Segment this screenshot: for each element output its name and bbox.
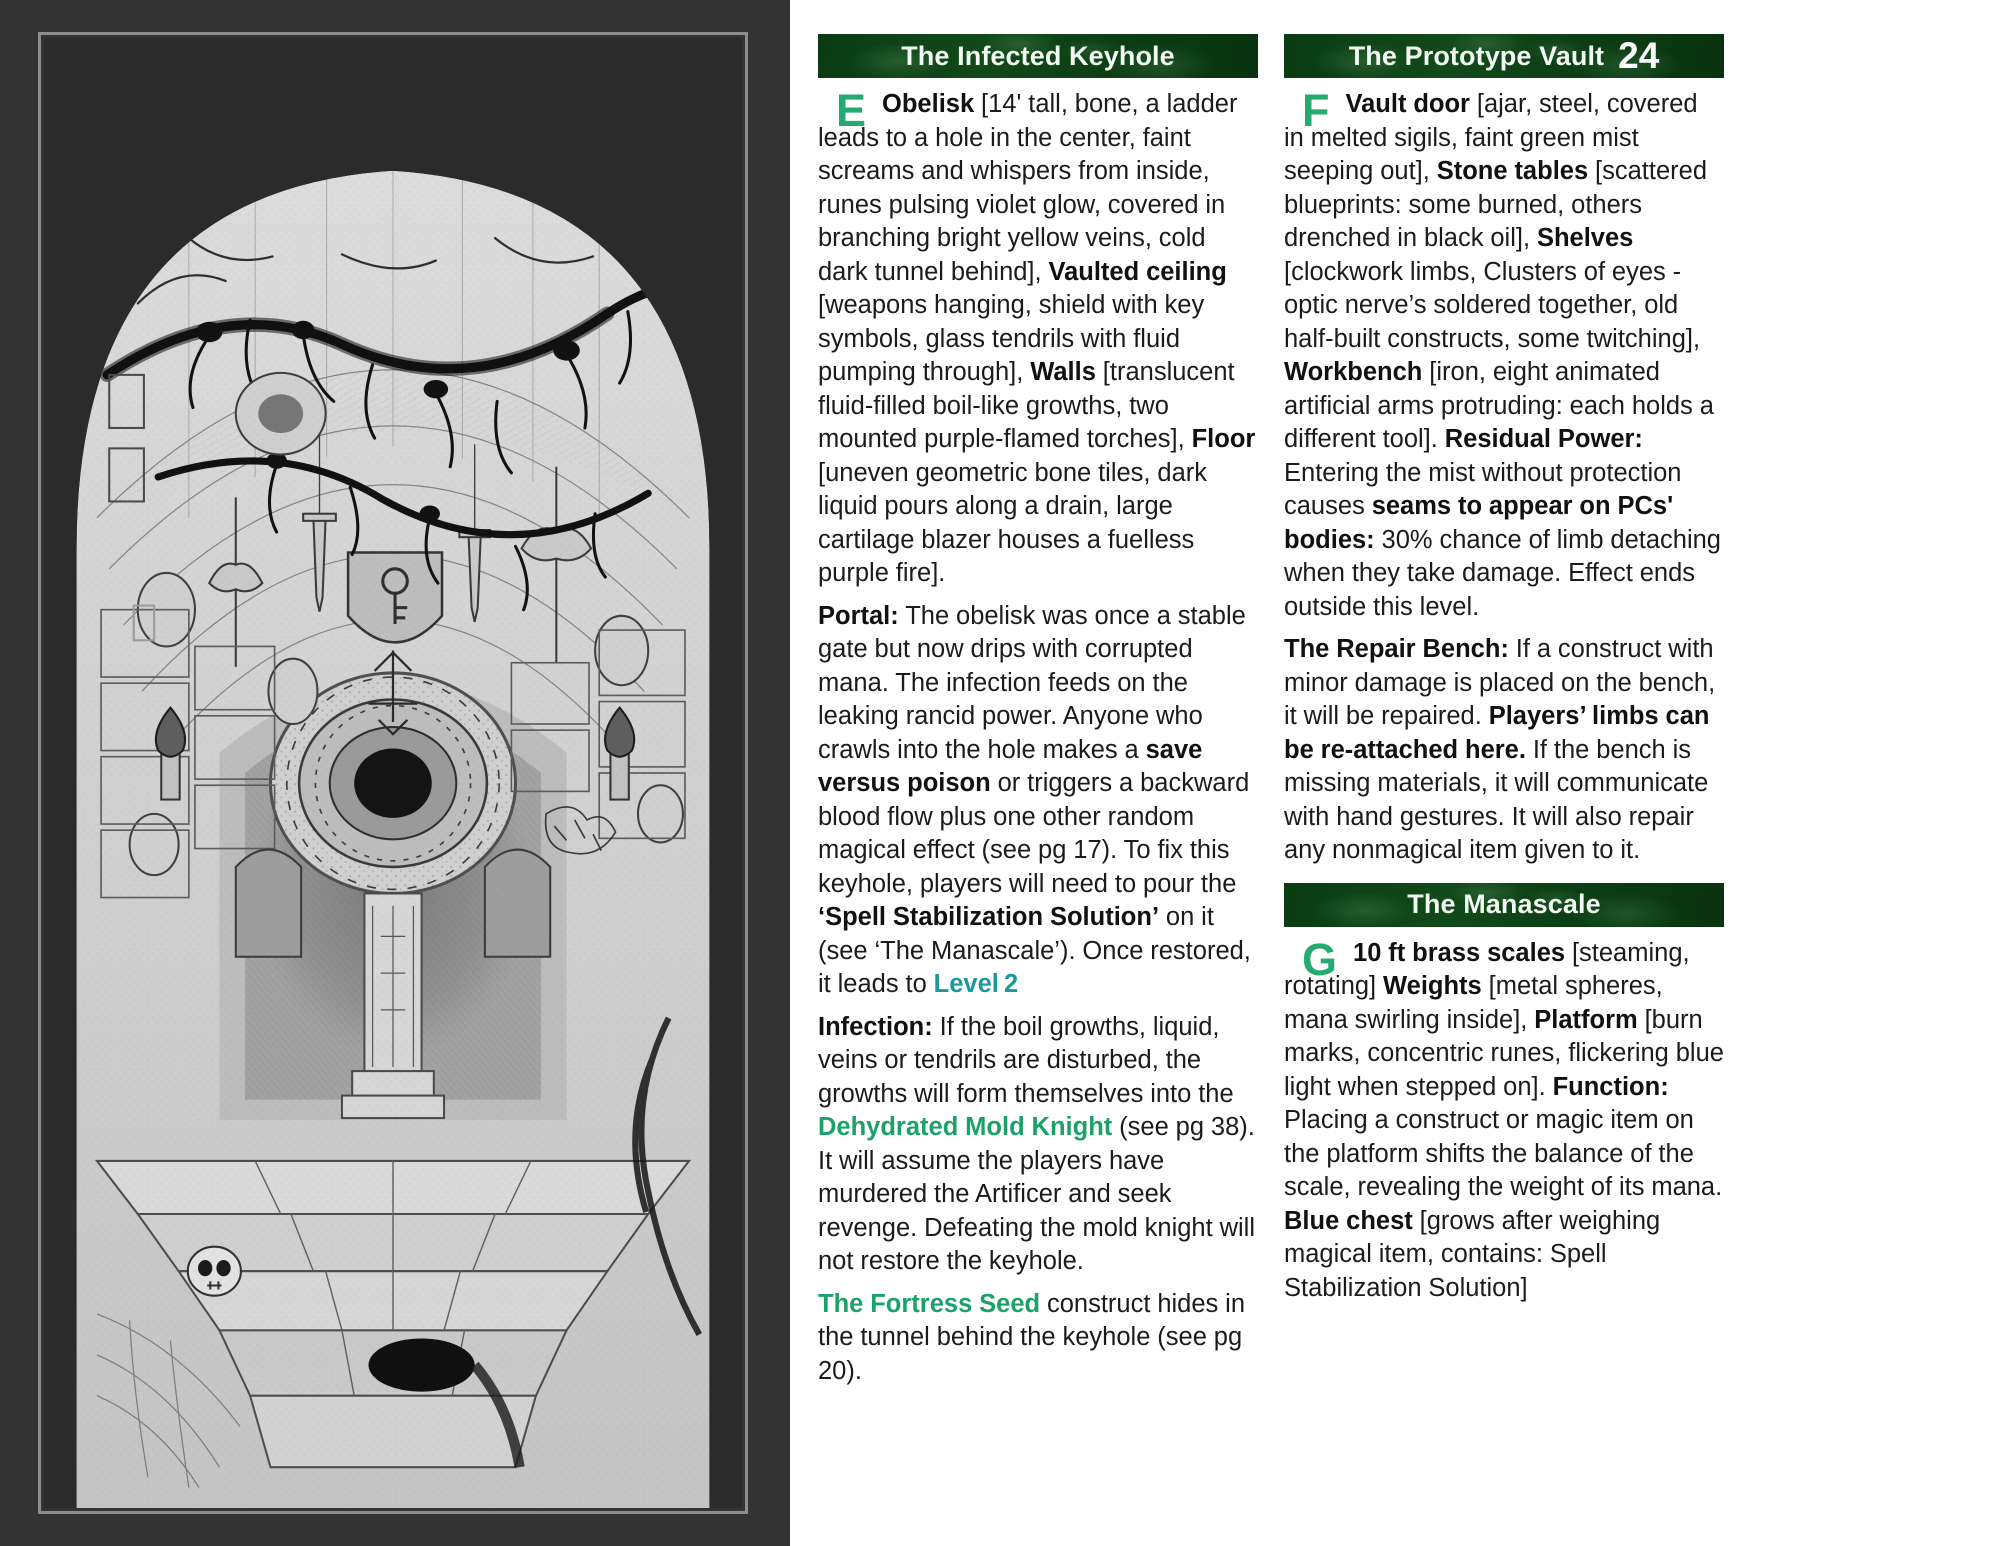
entry-letter-E: E <box>836 85 867 136</box>
link-dehydrated-mold-knight: Dehydrated Mold Knight <box>818 1113 1113 1141</box>
section-title: The Manascale <box>1407 889 1601 919</box>
paragraph-fortress-seed: The Fortress Seed construct hides in the tunnel behind the keyhole (see pg 20). <box>818 1289 1246 1385</box>
column-infected-keyhole <box>818 34 1258 1546</box>
paragraph-portal: Portal: The obelisk was once a stable gate but now drips with corrupted mana. The infection feeds on the leaking rancid power. Anyone who crawls into the hole makes a save versus poison or triggers a backward blood flow plus one other random magical effect (see pg 17). To fix this keyhole, players will need to pour the ‘Spell Stabilization Solution’ on it (see ‘The Manascale’). Once restored, it leads to Level 2 <box>818 601 1251 998</box>
entry-G-text: 10 ft brass scales [steaming, rotating] Weights [metal spheres, mana swirling inside], Platform [burn marks, concentric runes, flickering blue light when stepped on]. Function: Placing a construct or magic item on the platform shifts the balance of the scale, revealing the weight of its mana. Blue chest [grows after weighing magical item, contains: Spell Stabilization Solution] <box>1284 938 1724 1302</box>
entry-E-text: Obelisk [14' tall, bone, a ladder leads to a hole in the center, faint screams and whispers from inside, runes pulsing violet glow, covered in branching bright yellow veins, cold dark tunnel behind], Vaulted ceiling [weapons hanging, shield with key symbols, glass tendrils with fluid pumping through], Walls [translucent fluid-filled boil-like growths, two mounted purple-flamed torches], Floor [uneven geometric bone tiles, dark liquid pours along a drain, large cartilage blazer houses a fuelless purple fire]. <box>818 90 1256 587</box>
column-prototype-vault <box>1284 34 1724 1546</box>
dungeon-chamber-illustration <box>44 38 742 1508</box>
section-header-prototype-vault <box>1284 34 1724 78</box>
link-fortress-seed: The Fortress Seed <box>818 1289 1041 1318</box>
entry-F-text: Vault door [ajar, steel, covered in melted sigils, faint green mist seeping out], Stone tables [scattered blueprints: some burned, others drenched in black oil], Shelves [clockwork limbs, Clusters of eyes - optic nerve’s soldered together, old half-built constructs, some twitching], Workbench [iron, eight animated artificial arms protruding: each holds a different tool]. Residual Power: Entering the mist without protection causes seams to appear on PCs' bodies: 30% chance of limb detaching when they take damage. Effect ends outside this level. <box>1284 90 1721 621</box>
section-header-infected-keyhole <box>818 34 1258 78</box>
page-number: 24 <box>1618 34 1660 76</box>
entry-letter-G: G <box>1302 933 1338 985</box>
artwork-panel <box>0 0 790 1546</box>
paragraph-infection: Infection: If the boil growths, liquid, veins or tendrils are disturbed, the growths will form themselves into the Dehydrated Mold Knight (see pg 38). It will assume the players have murdered the Artificer and seek revenge. Defeating the mold knight will not restore the keyhole. <box>818 1012 1255 1275</box>
text-columns-area <box>790 0 2000 1546</box>
entry-letter-F: F <box>1302 85 1330 136</box>
entry-F <box>1284 85 1724 624</box>
entry-E <box>818 85 1258 591</box>
paragraph-repair-bench: The Repair Bench: If a construct with minor damage is placed on the bench, it will be repaired. Players’ limbs can be re-attached here. If the bench is missing materials, it will communicate with hand gestures. It will also repair any nonmagical item given to it. <box>1284 635 1716 864</box>
entry-G <box>1284 933 1724 1306</box>
artwork-frame <box>38 32 748 1514</box>
artwork-stage <box>44 38 742 1508</box>
section-title: The Infected Keyhole <box>901 40 1175 71</box>
section-title: The Prototype Vault <box>1348 40 1605 71</box>
section-header-manascale <box>1284 883 1724 927</box>
link-level-2: Level 2 <box>933 970 1019 998</box>
